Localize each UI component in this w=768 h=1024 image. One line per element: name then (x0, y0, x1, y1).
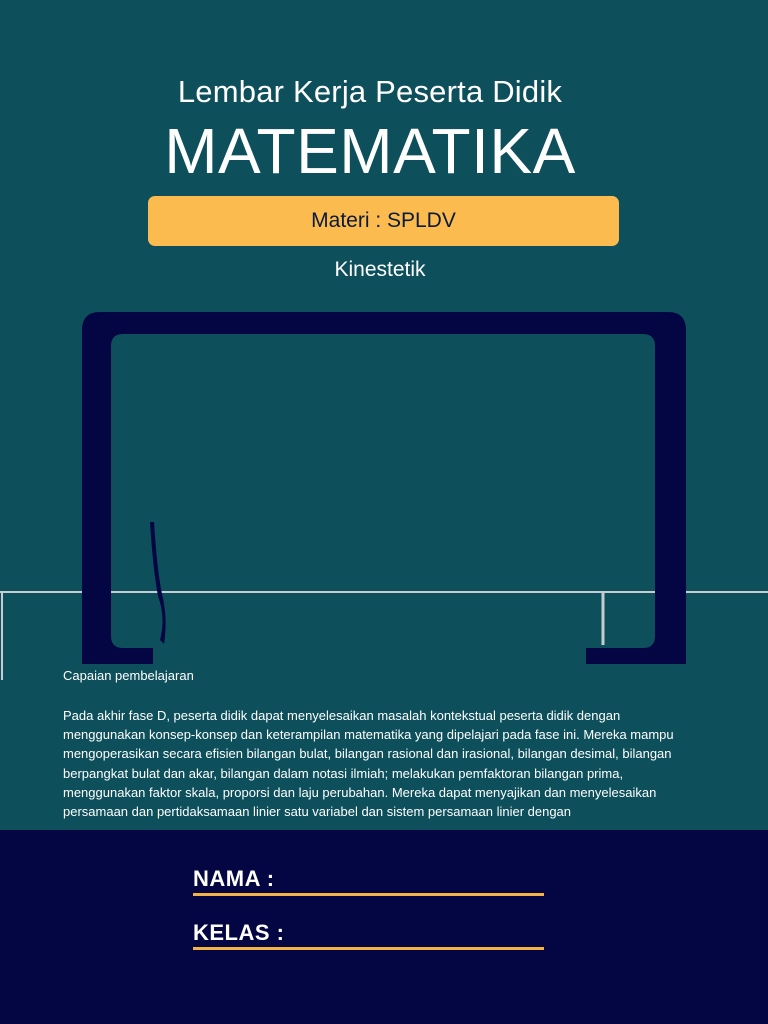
board-frame (82, 312, 686, 664)
materi-banner (148, 196, 619, 246)
footer-panel (0, 830, 768, 1024)
pointer-stick (150, 522, 166, 644)
capaian-heading: Capaian pembelajaran (63, 668, 194, 683)
nama-label: NAMA : (193, 866, 275, 891)
page-title: MATEMATIKA (164, 115, 576, 187)
nama-field-line[interactable] (193, 893, 544, 896)
subtitle: Lembar Kerja Peserta Didik (177, 74, 563, 109)
kelas-label: KELAS : (193, 920, 285, 945)
kelas-field-line[interactable] (193, 947, 544, 950)
learning-style-label: Kinestetik (334, 258, 426, 281)
floor-grid (0, 592, 768, 680)
board-frame-graphic (0, 300, 768, 680)
capaian-body: Pada akhir fase D, peserta didik dapat menyelesaikan masalah kontekstual peserta didik dengan menggunakan konsep-konsep dan keterampilan matematika yang dipelajari pada fase ini. Mereka mampu mengoperasikan secara efisien bilangan bulat, bilangan rasional dan irasional, bilangan desimal, bilangan berpangkat bulat dan akar, bilangan dalam notasi ilmiah; melakukan pemfaktoran bilangan prima, menggunakan faktor skala, proporsi dan laju perubahan. Mereka dapat menyajikan dan menyelesaikan persamaan dan pertidaksamaan linier satu variabel dan sistem persamaan linier dengan (63, 708, 674, 820)
materi-label: Materi : SPLDV (311, 209, 456, 232)
